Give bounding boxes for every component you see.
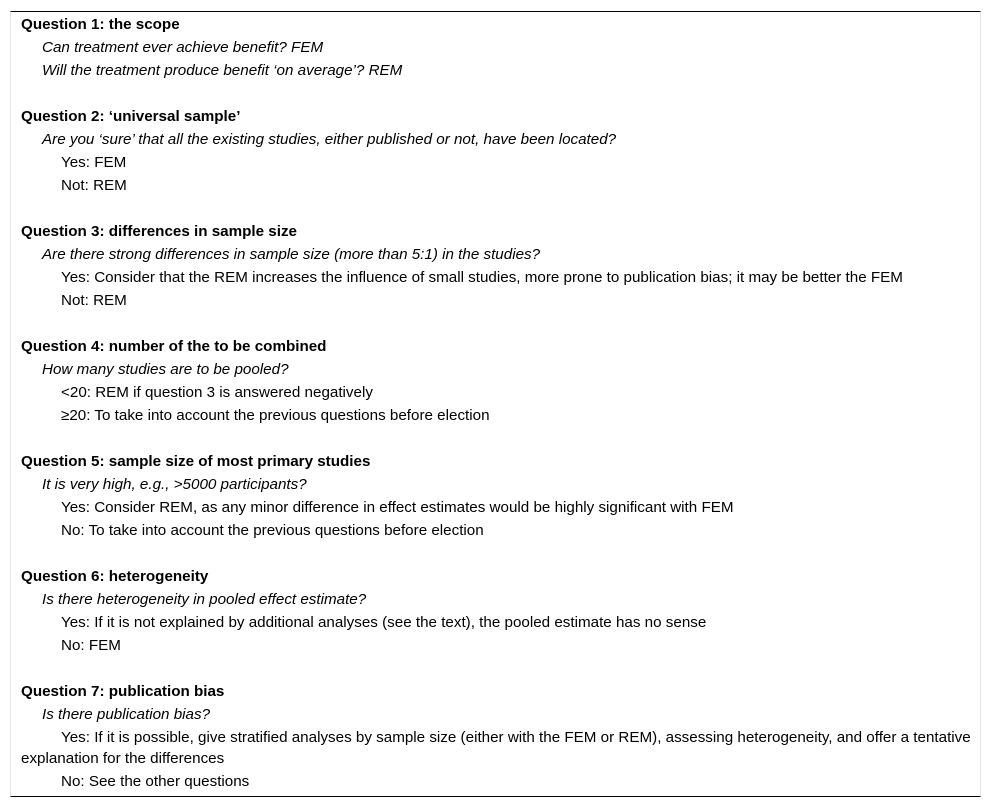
question-prompt: Can treatment ever achieve benefit? FEM [42,39,324,56]
question-4 [21,335,971,427]
question-prompt: Are there strong differences in sample size (more than 5:1) in the studies? [42,246,541,263]
question-prompt: It is very high, e.g., >5000 participants? [42,476,307,493]
question-list [21,13,971,793]
question-prompt: Are you ‘sure’ that all the existing studies, either published or not, have been located? [42,131,617,148]
answer-option: ≥20: To take into account the previous questions before election [61,407,490,424]
spacer [21,657,971,680]
question-prompt: Is there heterogeneity in pooled effect estimate? [42,591,367,608]
question-title: Question 2: ‘universal sample’ [21,108,241,125]
answer-option: Not: REM [61,292,127,309]
question-2 [21,105,971,197]
question-title: Question 6: heterogeneity [21,568,209,585]
answer-option: Not: REM [61,177,127,194]
question-7 [21,680,971,793]
spacer [21,197,971,220]
question-3 [21,220,971,312]
question-prompt: Will the treatment produce benefit ‘on average’? REM [42,62,403,79]
question-5 [21,450,971,542]
question-title: Question 3: differences in sample size [21,223,297,240]
question-title: Question 5: sample size of most primary studies [21,453,371,470]
answer-option: Yes: If it is not explained by additional analyses (see the text), the pooled estimate has no sense [61,614,707,631]
answer-option: No: See the other questions [61,773,250,790]
answer-option: No: FEM [61,637,121,654]
question-prompt: Is there publication bias? [42,706,211,723]
question-1 [21,13,971,82]
spacer [21,542,971,565]
question-title: Question 1: the scope [21,16,180,33]
question-prompt: How many studies are to be pooled? [42,361,289,378]
spacer [21,427,971,450]
answer-option: Yes: FEM [61,154,127,171]
question-title: Question 4: number of the to be combined [21,338,327,355]
spacer [21,312,971,335]
answer-option: Yes: If it is possible, give stratified analyses by sample size (either with the FEM or REM), assessing heterogeneity, and offer a tentative explanation for the differences [21,729,971,767]
answer-option: Yes: Consider that the REM increases the influence of small studies, more prone to publication bias; it may be better the FEM [61,269,903,286]
spacer [21,82,971,105]
answer-option: Yes: Consider REM, as any minor difference in effect estimates would be highly significant with FEM [61,499,734,516]
question-6 [21,565,971,657]
question-title: Question 7: publication bias [21,683,225,700]
answer-option: <20: REM if question 3 is answered negatively [61,384,373,401]
answer-option: No: To take into account the previous questions before election [61,522,484,539]
